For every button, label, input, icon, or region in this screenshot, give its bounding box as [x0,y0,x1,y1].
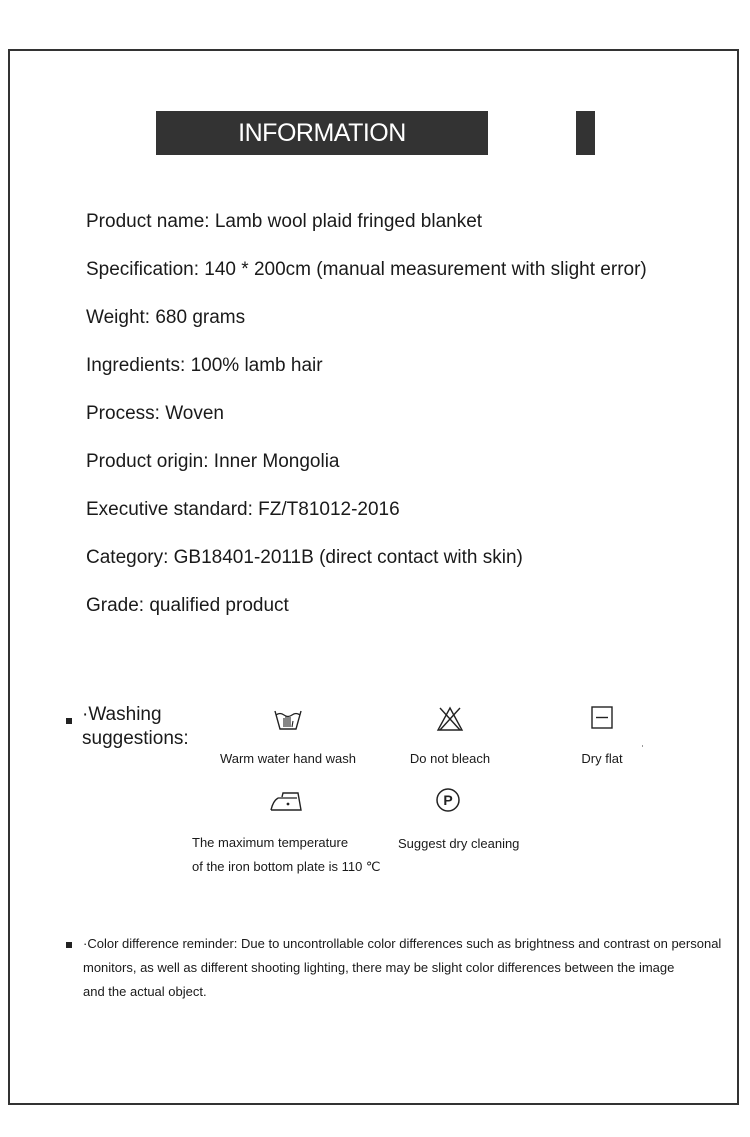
svg-text:P: P [443,792,453,808]
iron-icon [268,788,304,814]
info-category: Category: GB18401-2011B (direct contact with skin) [86,547,523,568]
washing-bullet [66,718,72,724]
info-standard: Executive standard: FZ/T81012-2016 [86,499,400,520]
product-info-list [86,206,647,638]
color-difference-note: ·Color difference reminder: Due to uncontrollable color differences such as brightness and contrast on personal monitors, as well as different shooting lighting, there may be slight color differences between the image and the actual object. [83,936,722,999]
care-hand-wash [218,705,358,766]
care-no-bleach [405,705,495,766]
no-bleach-label: Do not bleach [409,751,491,766]
info-origin: Product origin: Inner Mongolia [86,451,340,472]
hand-wash-icon [272,705,304,733]
dry-clean-icon [434,786,462,814]
stray-dot [642,745,643,747]
header-accent-block [576,111,595,155]
info-weight: Weight: 680 grams [86,307,246,328]
info-product-name: Product name: Lamb wool plaid fringed blanket [86,211,483,232]
washing-title: ·Washing suggestions: [82,704,189,749]
care-dry-clean [433,786,463,814]
iron-label: The maximum temperature of the iron bottom plate is 110 ℃ [192,835,381,874]
info-ingredients: Ingredients: 100% lamb hair [86,355,323,376]
dry-clean-label: Suggest dry cleaning [398,836,520,851]
care-iron [266,788,306,814]
hand-wash-label: Warm water hand wash [219,751,357,766]
dry-flat-icon [589,705,615,733]
dry-flat-label: Dry flat [581,751,623,766]
info-grade: Grade: qualified product [86,595,289,616]
info-specification: Specification: 140 * 200cm (manual measurement with slight error) [86,259,647,280]
information-header [156,111,488,155]
care-dry-flat [572,705,632,766]
no-bleach-icon [435,705,465,733]
info-process: Process: Woven [86,403,224,424]
header-title: INFORMATION [238,118,406,147]
color-note-bullet [66,942,72,948]
